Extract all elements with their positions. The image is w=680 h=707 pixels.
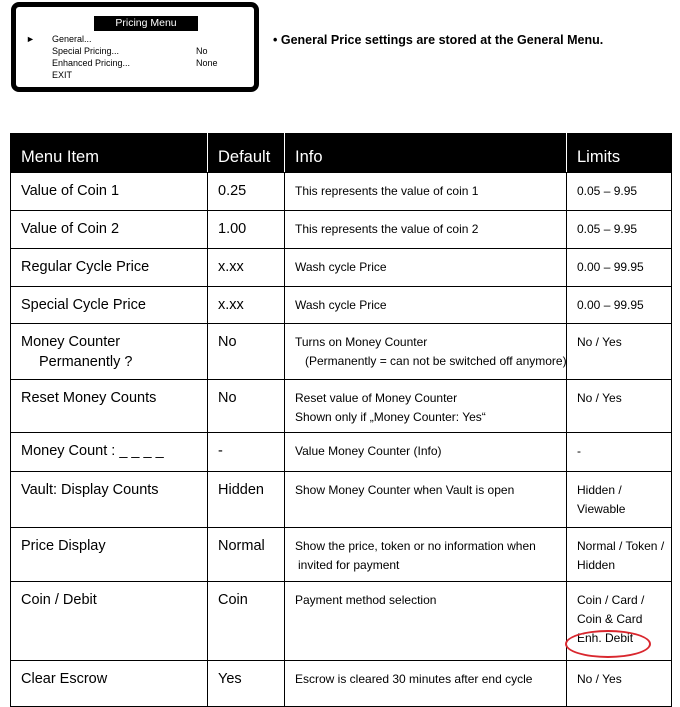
limits-text: Coin / Card / — [577, 593, 645, 607]
limits-text: Coin & Card — [577, 612, 643, 626]
menu-item-label: Reset Money Counts — [21, 390, 157, 406]
limits-text: Enh. Debit — [577, 631, 634, 645]
menu-item-label: Coin / Debit — [21, 592, 97, 608]
lcd-item-general — [16, 33, 254, 45]
default-value: Yes — [218, 671, 242, 687]
lcd-item-label: Enhanced Pricing... — [52, 58, 131, 68]
default-value: Hidden — [218, 482, 264, 498]
limits-text: Hidden / — [577, 483, 622, 497]
info-text: invited for payment — [298, 558, 400, 572]
lcd-item-exit — [16, 69, 254, 81]
menu-item-label: Value of Coin 2 — [21, 221, 120, 237]
lcd-item-value: No — [196, 46, 208, 56]
info-text: Escrow is cleared 30 minutes after end cycle — [295, 672, 533, 686]
lcd-item-label: EXIT — [52, 70, 73, 80]
default-value: No — [218, 390, 237, 406]
info-text: Wash cycle Price — [295, 298, 387, 312]
limits-text: 0.05 – 9.95 — [577, 184, 638, 198]
limits-text: - — [577, 444, 581, 458]
lcd-title: Pricing Menu — [94, 16, 198, 31]
info-text: Wash cycle Price — [295, 260, 387, 274]
menu-item-label: Price Display — [21, 538, 106, 554]
lcd-item-value: None — [196, 58, 218, 68]
table-row — [11, 661, 672, 707]
info-text: This represents the value of coin 1 — [295, 184, 479, 198]
cursor-arrow-icon: ► — [26, 34, 35, 44]
limits-text: No / Yes — [577, 672, 622, 686]
info-text: Shown only if „Money Counter: Yes“ — [295, 410, 486, 424]
limits-text: No / Yes — [577, 391, 622, 405]
default-value: x.xx — [218, 259, 244, 275]
table-row — [11, 249, 672, 287]
info-text: Show Money Counter when Vault is open — [295, 483, 515, 497]
menu-item-label: Clear Escrow — [21, 671, 108, 687]
table-row — [11, 380, 672, 433]
menu-item-label: Money Count : _ _ _ _ — [21, 443, 164, 459]
lcd-item-enhanced-pricing — [16, 57, 254, 69]
default-value: Coin — [218, 592, 248, 608]
default-value: No — [218, 334, 237, 350]
header-info: Info — [285, 134, 567, 173]
table-row — [11, 287, 672, 324]
limits-text: 0.00 – 99.95 — [577, 298, 644, 312]
menu-item-label: Permanently ? — [39, 354, 133, 370]
info-text: Show the price, token or no information when — [295, 539, 536, 553]
table-row — [11, 582, 672, 661]
table-row — [11, 528, 672, 582]
info-text: Payment method selection — [295, 593, 437, 607]
table-row — [11, 211, 672, 249]
lcd-item-special-pricing — [16, 45, 254, 57]
info-text: Reset value of Money Counter — [295, 391, 458, 405]
limits-text: Viewable — [577, 502, 626, 516]
default-value: - — [218, 443, 223, 459]
limits-text: 0.00 – 99.95 — [577, 260, 644, 274]
table-header-row — [11, 134, 672, 173]
default-value: 1.00 — [218, 221, 247, 237]
lcd-pricing-menu — [11, 2, 259, 92]
limits-text: No / Yes — [577, 335, 622, 349]
limits-text: 0.05 – 9.95 — [577, 222, 638, 236]
limits-text: Normal / Token / — [577, 539, 665, 553]
info-text: This represents the value of coin 2 — [295, 222, 479, 236]
general-price-note: • General Price settings are stored at the General Menu. — [273, 33, 604, 47]
header-default: Default — [208, 134, 285, 173]
info-text: (Permanently = can not be switched off anymore) — [305, 354, 567, 368]
table-row — [11, 324, 672, 380]
pricing-settings-table — [10, 133, 672, 707]
header-limits: Limits — [567, 134, 672, 173]
default-value: 0.25 — [218, 183, 247, 199]
table-row — [11, 472, 672, 528]
lcd-item-label: Special Pricing... — [52, 46, 120, 56]
table-row — [11, 433, 672, 472]
table-row — [11, 173, 672, 211]
header-menu-item: Menu Item — [11, 134, 208, 173]
menu-item-label: Value of Coin 1 — [21, 183, 120, 199]
menu-item-label: Money Counter — [21, 334, 121, 350]
menu-item-label: Vault: Display Counts — [21, 482, 159, 498]
menu-item-label: Special Cycle Price — [21, 297, 146, 313]
default-value: Normal — [218, 538, 265, 554]
menu-item-label: Regular Cycle Price — [21, 259, 150, 275]
default-value: x.xx — [218, 297, 244, 313]
limits-text: Hidden — [577, 558, 616, 572]
info-text: Turns on Money Counter — [295, 335, 428, 349]
lcd-item-label: General... — [52, 34, 92, 44]
info-text: Value Money Counter (Info) — [295, 444, 442, 458]
